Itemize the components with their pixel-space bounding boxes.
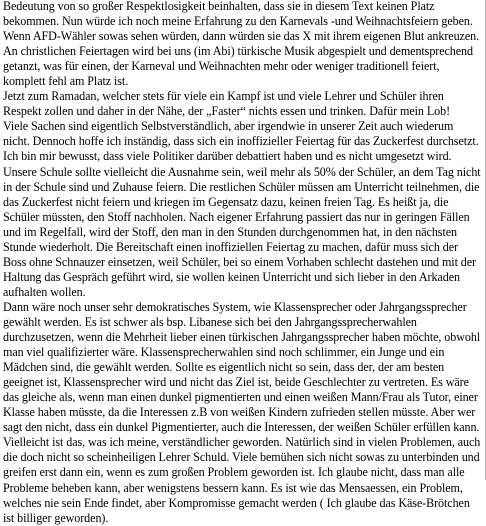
text-line: welches nie sein Ende findet, aber Kompromisse gemacht werden ( Ich glaube das Käse-Brötchen bbox=[3, 495, 470, 510]
text-line: Dann wäre noch unser sehr demokratisches System, wie Klassensprecher oder Jahrgangssprecher bbox=[3, 299, 467, 314]
text-line: Viele Sachen sind eigentlich Selbstverständlich, aber irgendwie in unserer Zeit auch wiederum bbox=[3, 119, 454, 134]
text-line: durchzusetzen, wenn die Mehrheit lieber einen türkischen Jahrgangssprecher haben möchte, obwohl bbox=[3, 330, 481, 345]
text-line: komplett fehl am Platz ist. bbox=[3, 74, 129, 89]
text-line: geeignet ist, Klassensprecher wird und nicht das Ziel ist, beide Geschlechter zu vertreten. Es wäre bbox=[3, 375, 469, 390]
text-line: Vielleicht ist das, was ich meine, verständlicher geworden. Natürlich sind in vielen Problemen, auch bbox=[3, 435, 481, 450]
text-line: Probleme beheben kann, aber wenigstens bessern kann. Es ist wie das Mensaessen, ein Problem, bbox=[3, 480, 463, 495]
text-line: und im Regelfall, wird der Stoff, den man in den Stunden durchgenommen hat, in den nächsten bbox=[3, 224, 457, 239]
text-line: Unsere Schule sollte vielleicht die Ausnahme sein, weil mehr als 50% der Schüler, an dem Tag nicht bbox=[3, 164, 481, 179]
text-line: Schüler müssten, den Stoff nachholen. Nach eigener Erfahrung passiert das nur in geringen Fällen bbox=[3, 209, 470, 224]
text-line: getanzt, was für einen, der Karneval und Weihnachten mehr oder weniger traditionell feiert, bbox=[3, 59, 440, 74]
text-line: aufhalten wollen. bbox=[3, 284, 86, 299]
text-line: Mädchen sind, die gewählt werden. Sollte es eigentlich nicht so sein, dass der, der am besten bbox=[3, 360, 445, 375]
text-line: Respekt zollen und daher in der Nähe, der „Faster“ nichts essen und trinken. Dafür mein Lob! bbox=[3, 104, 451, 119]
text-line: man viel qualifizierter wäre. Klassensprecherwahlen sind noch schlimmer, ein Junge und ein bbox=[3, 345, 445, 360]
text-line: die doch nicht so scheinheiligen Lehrer Schuld. Viele bemühen sich nicht sowas zu unterbinden und bbox=[3, 450, 480, 465]
text-line: gewählt werden. Es ist schwer als bsp. Libanese sich bei den Jahrgangssprecherwahlen bbox=[3, 314, 417, 329]
text-line: Klasse haben müsste, da die Interessen z.B von weißen Kindern zufrieden stellen müsste. Aber wer bbox=[3, 405, 476, 420]
text-line: Stunde wiederholt. Die Bereitschaft einen inoffiziellen Feiertag zu machen, dafür muss sich der bbox=[3, 239, 458, 254]
text-line: das Zuckerfest nicht feiern und kriegen im Gegensatz dazu, keinen freien Tag. Es heißt ja, die bbox=[3, 194, 449, 209]
text-line: Wenn AFD-Wähler sowas sehen würden, dann würden sie das X mit ihrem eigenen Blut ankreuzen. bbox=[3, 29, 480, 44]
text-line: das gleiche als, wenn man einen dunkel pigmentierten und einen weißen Mann/Frau als Tutor, einer bbox=[3, 390, 478, 405]
text-line: Bedeutung von so großer Respektlosigkeit beinhalten, dass sie in diesem Text keinen Platz bbox=[3, 0, 435, 13]
text-line: nicht. Dennoch hoffe ich inständig, dass sich ein inoffizieller Feiertag für das Zuckerfest durchsetzt. bbox=[3, 134, 479, 149]
text-line: Ich bin mir bewusst, dass viele Politiker darüber debattiert haben und es nicht umgesetzt wird. bbox=[3, 149, 452, 164]
document-text bbox=[3, 0, 481, 526]
text-line: Boss ohne Schnauzer einsetzen, weil Schüler, bei so einem Vorhaben schlecht dastehen und mit der bbox=[3, 254, 476, 269]
text-line: sagt den nicht, dass ein dunkel Pigmentierter, auch die Interessen, der weißen Schüler erfüllen kann. bbox=[3, 420, 480, 435]
text-line: greifen erst dann ein, wenn es zum großen Problem geworden ist. Ich glaube nicht, dass man alle bbox=[3, 465, 465, 480]
text-line: Haltung das Gespräch geführt wird, sie wollen keinen Unterricht und sich lieber in den Arkaden bbox=[3, 269, 460, 284]
text-line: bekommen. Nun würde ich noch meine Erfahrung zu den Karnevals -und Weihnachtsfeiern geben. bbox=[3, 14, 473, 29]
text-line: An christlichen Feiertagen wird bei uns (im Abi) türkische Musik abgespielt und dementsprechend bbox=[3, 44, 473, 59]
text-line: Jetzt zum Ramadan, welcher stets für viele ein Kampf ist und viele Lehrer und Schüler ihren bbox=[3, 89, 444, 104]
text-line: ist billiger geworden). bbox=[3, 510, 109, 525]
text-line: in der Schule sind und Zuhause feiern. Die restlichen Schüler müssen am Unterricht teilnehmen, die bbox=[3, 179, 480, 194]
